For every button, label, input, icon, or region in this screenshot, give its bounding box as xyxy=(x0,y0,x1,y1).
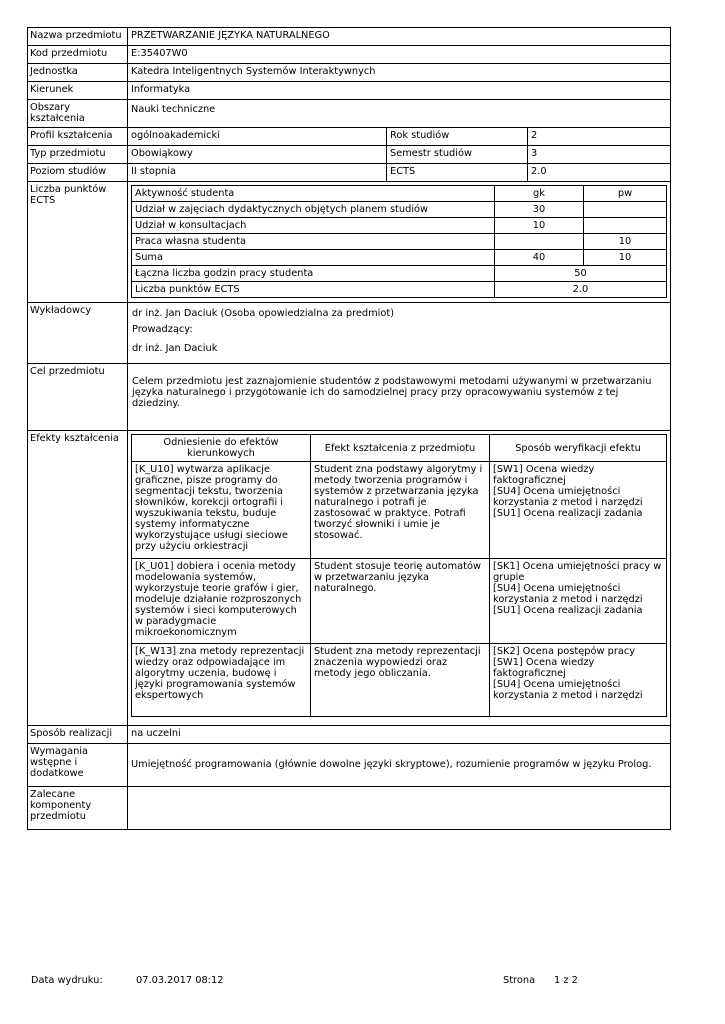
ects-item-gk: 10 xyxy=(495,218,584,234)
efekty-row xyxy=(132,559,667,644)
efekty-ref: [K_U10] wytwarza aplikacje graficzne, pisze programy do segmentacji tekstu, tworzenia słowników, korekcji ortografii i wyszukiwania tekstu, buduje systemy informatyczne wykorzystujące usługi sieciowe przy użyciu orkiestracji xyxy=(132,462,311,559)
efekty-header-effect: Efekt kształcenia z przedmiotu xyxy=(311,435,490,462)
ects-item-pw: 10 xyxy=(584,234,667,250)
label-obszary: Obszary kształcenia xyxy=(28,100,128,127)
label-rok: Rok studiów xyxy=(386,128,527,145)
ects-points-label: Liczba punktów ECTS xyxy=(132,282,495,298)
ects-item-gk xyxy=(495,234,584,250)
ects-points-row xyxy=(132,282,667,298)
row-kod xyxy=(28,45,670,63)
ects-total-hours-row xyxy=(132,266,667,282)
verify-item: [SU4] Ocena umiejętności korzystania z metod i narzędzi xyxy=(493,486,643,508)
ects-points-value: 2.0 xyxy=(495,282,667,298)
ects-item-pw xyxy=(584,202,667,218)
value-semestr: 3 xyxy=(527,146,670,163)
ects-row xyxy=(132,202,667,218)
label-kod: Kod przedmiotu xyxy=(28,46,128,63)
label-typ: Typ przedmiotu xyxy=(28,146,128,163)
row-kierunek xyxy=(28,81,670,99)
ects-item-name: Udział w zajęciach dydaktycznych objętych planem studiów xyxy=(132,202,495,218)
ects-header-gk: gk xyxy=(495,186,584,202)
label-sposob: Sposób realizacji xyxy=(28,726,128,743)
value-jednostka: Katedra Inteligentnych Systemów Interaktywnych xyxy=(131,66,376,77)
value-obszary: Nauki techniczne xyxy=(131,104,216,115)
label-wymagania: Wymagania wstępne i dodatkowe xyxy=(28,744,128,786)
verify-item: [SK2] Ocena postępów pracy xyxy=(493,646,636,657)
lecturer-prow: dr inż. Jan Daciuk xyxy=(132,343,218,354)
page-label: Strona xyxy=(503,975,536,986)
efekty-header-row xyxy=(132,435,667,462)
ects-table xyxy=(131,185,667,298)
value-zalecane xyxy=(128,787,670,829)
row-sposob xyxy=(28,725,670,743)
row-typ xyxy=(28,145,670,163)
ects-item-gk: 40 xyxy=(495,250,584,266)
print-date: 07.03.2017 08:12 xyxy=(136,975,224,986)
label-efekty: Efekty kształcenia xyxy=(28,431,128,725)
efekty-effect: Student stosuje teorię automatów w przetwarzaniu języka naturalnego. xyxy=(311,559,490,644)
verify-item: [SU4] Ocena umiejętności korzystania z metod i narzędzi xyxy=(493,583,643,605)
row-profil xyxy=(28,127,670,145)
row-nazwa xyxy=(28,28,670,45)
efekty-verify xyxy=(490,644,667,717)
label-kierunek: Kierunek xyxy=(28,82,128,99)
row-cel xyxy=(28,363,670,430)
label-nazwa: Nazwa przedmiotu xyxy=(28,28,128,45)
row-poziom xyxy=(28,163,670,181)
label-poziom: Poziom studiów xyxy=(28,164,128,181)
value-cel: Celem przedmiotu jest zaznajomienie studentów z podstawowymi metodami używanymi w przetwarzaniu języka naturalnego i przygotowanie ich do samodzielnej pracy przy opracowywaniu systemów z tej dziedziny. xyxy=(132,376,652,409)
efekty-row xyxy=(132,644,667,717)
label-profil: Profil kształcenia xyxy=(28,128,128,145)
value-ects: 2.0 xyxy=(527,164,670,181)
row-ects-points xyxy=(28,181,670,302)
efekty-verify xyxy=(490,559,667,644)
label-ects-points: Liczba punktów ECTS xyxy=(28,182,128,302)
label-jednostka: Jednostka xyxy=(28,64,128,81)
value-profil: ogólnoakademicki xyxy=(131,130,220,141)
ects-item-pw xyxy=(584,218,667,234)
efekty-row xyxy=(132,462,667,559)
label-wykladowcy: Wykładowcy xyxy=(28,303,128,363)
label-ects: ECTS xyxy=(386,164,527,181)
efekty-ref: [K_W13] zna metody reprezentacji wiedzy oraz odpowiadające im algorytmy uczenia, budowę i języki programowania systemów ekspertowych xyxy=(132,644,311,717)
print-label: Data wydruku: xyxy=(31,975,103,986)
ects-row xyxy=(132,234,667,250)
efekty-effect: Student zna metody reprezentacji znaczenia wypowiedzi oraz metody jego obliczania. xyxy=(311,644,490,717)
efekty-table xyxy=(131,434,667,717)
ects-item-name: Udział w konsultacjach xyxy=(132,218,495,234)
verify-item: [SW1] Ocena wiedzy faktograficznej xyxy=(493,464,595,486)
ects-row xyxy=(132,218,667,234)
value-typ: Obowiąkowy xyxy=(131,148,193,159)
ects-header-pw: pw xyxy=(584,186,667,202)
verify-item: [SU4] Ocena umiejętności korzystania z metod i narzędzi xyxy=(493,679,643,701)
value-rok: 2 xyxy=(527,128,670,145)
verify-item: [SK1] Ocena umiejętności pracy w grupie xyxy=(493,561,662,583)
syllabus-table xyxy=(27,27,671,830)
verify-item: [SU1] Ocena realizacji zadania xyxy=(493,508,643,519)
label-cel: Cel przedmiotu xyxy=(28,364,128,430)
ects-total-hours-label: Łączna liczba godzin pracy studenta xyxy=(132,266,495,282)
efekty-ref: [K_U01] dobiera i ocenia metody modelowania systemów, wykorzystuje teorie grafów i gier, modeluje działanie rozproszonych systemów i sieci komputerowych w paradygmacie mikroekonomicznym xyxy=(132,559,311,644)
row-wykladowcy xyxy=(28,302,670,363)
ects-header-row xyxy=(132,186,667,202)
value-sposob: na uczelni xyxy=(131,728,181,739)
ects-item-name: Suma xyxy=(132,250,495,266)
value-wykladowcy xyxy=(128,303,670,363)
value-nazwa: PRZETWARZANIE JĘZYKA NATURALNEGO xyxy=(131,30,330,41)
efekty-effect: Student zna podstawy algorytmy i metody tworzenia programów i systemów z przetwarzania języka naturalnego i potrafi je zastosować w praktyce. Potrafi tworzyć słowniki i umie je stosować. xyxy=(311,462,490,559)
lecturer-main: dr inż. Jan Daciuk (Osoba opowiedzialna za predmiot) xyxy=(132,308,395,319)
page-number: 1 z 2 xyxy=(554,975,578,986)
ects-header-activity: Aktywność studenta xyxy=(132,186,495,202)
ects-item-name: Praca własna studenta xyxy=(132,234,495,250)
verify-item: [SU1] Ocena realizacji zadania xyxy=(493,605,643,616)
label-zalecane: Zalecane komponenty przedmiotu xyxy=(28,787,128,829)
row-jednostka xyxy=(28,63,670,81)
ects-item-pw: 10 xyxy=(584,250,667,266)
label-semestr: Semestr studiów xyxy=(386,146,527,163)
efekty-header-ref: Odniesienie do efektów kierunkowych xyxy=(132,435,311,462)
row-obszary xyxy=(28,99,670,127)
row-wymagania xyxy=(28,743,670,786)
row-efekty xyxy=(28,430,670,725)
row-zalecane xyxy=(28,786,670,829)
value-wymagania: Umiejętność programowania (głównie dowolne języki skryptowe), rozumienie programów w języku Prolog. xyxy=(131,759,652,770)
efekty-verify xyxy=(490,462,667,559)
verify-item: [SW1] Ocena wiedzy faktograficznej xyxy=(493,657,595,679)
ects-row xyxy=(132,250,667,266)
efekty-header-verify: Sposób weryfikacji efektu xyxy=(490,435,667,462)
value-kierunek: Informatyka xyxy=(131,84,191,95)
ects-total-hours-value: 50 xyxy=(495,266,667,282)
value-kod: E:35407W0 xyxy=(131,48,188,59)
ects-item-gk: 30 xyxy=(495,202,584,218)
lecturer-prow-label: Prowadzący: xyxy=(132,324,193,335)
value-poziom: II stopnia xyxy=(131,166,176,177)
